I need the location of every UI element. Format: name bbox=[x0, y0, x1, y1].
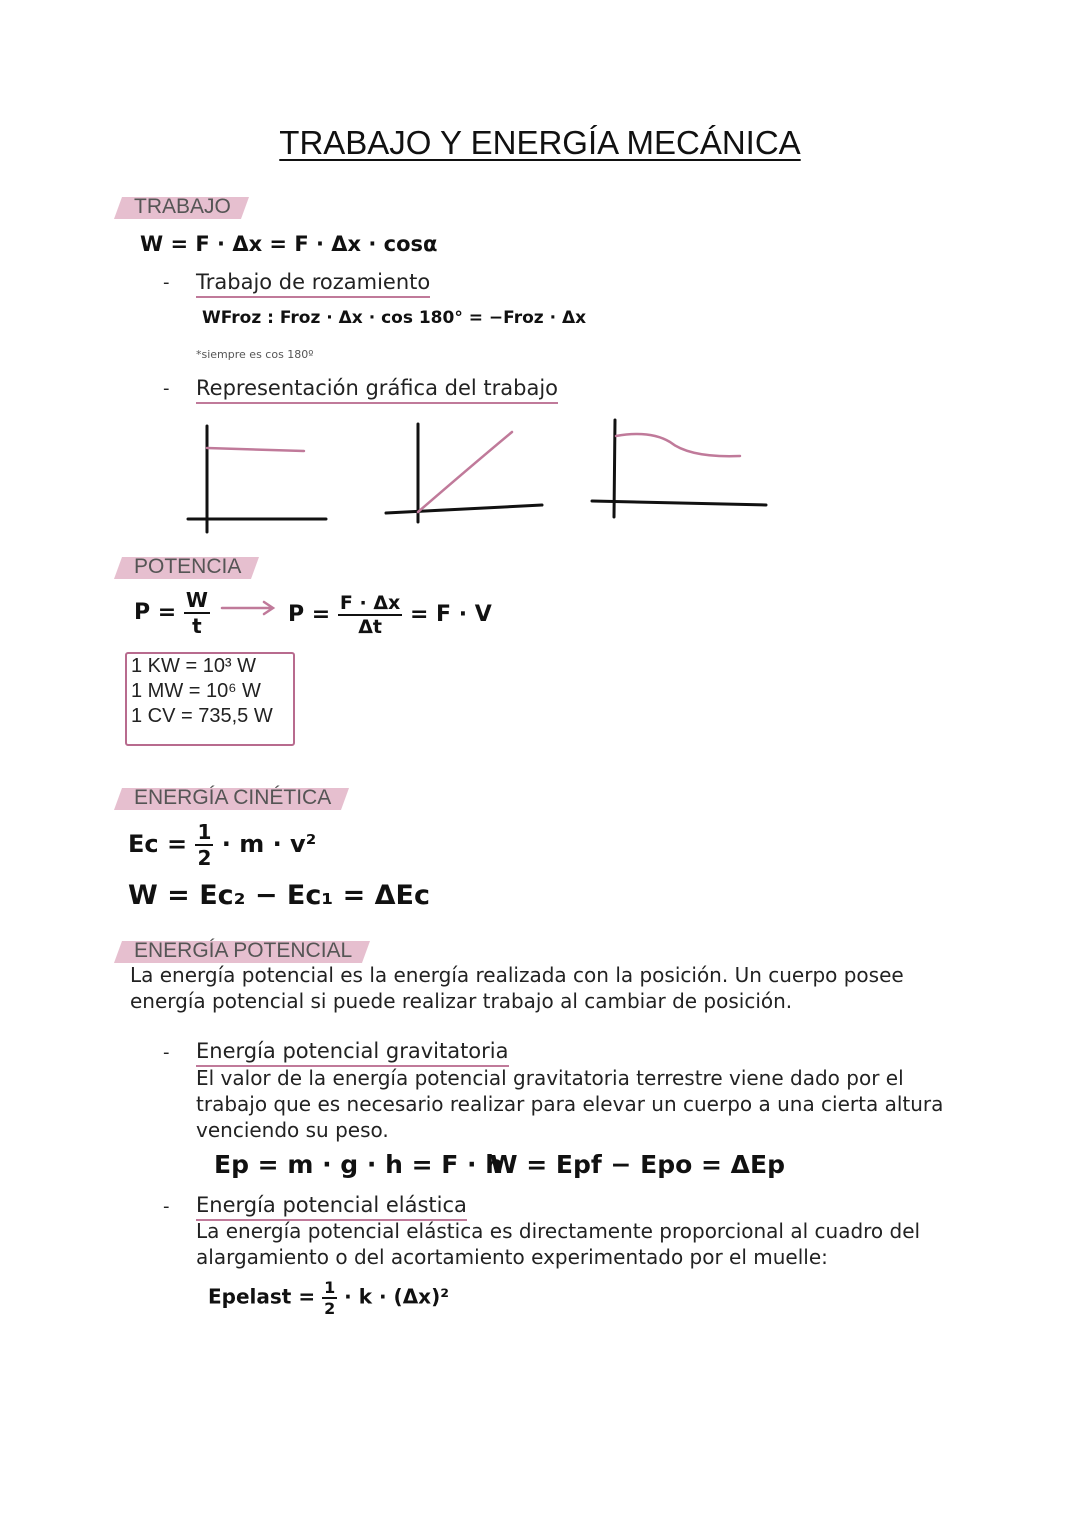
work-energy-theorem: W = Ec₂ − Ec₁ = ΔEc bbox=[128, 880, 430, 911]
section-heading-potencial: ENERGÍA POTENCIAL bbox=[124, 937, 366, 963]
subheading-gravitatoria: Energía potencial gravitatoria bbox=[196, 1039, 509, 1063]
graph-linear-force bbox=[386, 424, 542, 522]
arrow-icon bbox=[220, 598, 280, 618]
subheading-rozamiento: Trabajo de rozamiento bbox=[196, 270, 430, 294]
section-heading-trabajo: TRABAJO bbox=[124, 193, 245, 219]
unit-cv: 1 CV = 735,5 W bbox=[131, 705, 273, 727]
friction-note: *siempre es cos 180º bbox=[196, 348, 314, 361]
work-graphs bbox=[180, 412, 780, 542]
units-box bbox=[125, 652, 295, 746]
bullet-dash: - bbox=[163, 1196, 170, 1217]
gravitational-energy-formula: Ep = m · g · h = F · h bbox=[214, 1150, 504, 1179]
page-title: TRABAJO Y ENERGÍA MECÁNICA bbox=[279, 124, 801, 161]
graph-variable-force bbox=[592, 420, 766, 517]
bullet-dash: - bbox=[163, 272, 170, 293]
power-formula-expanded: P = $\frac{F \cdot \Delta x}{\Delta t}$ = F · V bbox=[288, 592, 492, 638]
bullet-dash: - bbox=[163, 378, 170, 399]
section-heading-cinetica: ENERGÍA CINÉTICA bbox=[124, 784, 345, 810]
power-formula: P = $\frac{W}{t}$ bbox=[134, 588, 208, 638]
graph-constant-force bbox=[188, 426, 326, 532]
kinetic-energy-formula: Ec = $\frac{1}{2}$ · m · v² bbox=[128, 820, 317, 870]
work-formula: W = F · Δx = F · Δx · cosα bbox=[140, 232, 438, 256]
potential-intro: La energía potencial es la energía realizada con la posición. Un cuerpo posee energía potencial si puede realizar trabajo al cambiar de posición. bbox=[130, 963, 904, 1013]
gravitational-work-formula: W = Epf − Epo = ΔEp bbox=[490, 1150, 785, 1179]
friction-work-formula: WFroz : Froz · Δx · cos 180° = −Froz · Δx bbox=[202, 308, 587, 328]
subheading-elastica: Energía potencial elástica bbox=[196, 1193, 467, 1217]
elastic-energy-formula: Epelast = $\frac{1}{2}$ · k · (Δx)² bbox=[208, 1278, 449, 1318]
subheading-grafica: Representación gráfica del trabajo bbox=[196, 376, 558, 400]
gravitational-text: El valor de la energía potencial gravitatoria terrestre viene dado por el trabajo que es necesario realizar para elevar un cuerpo a una cierta altura venciendo su peso. bbox=[196, 1066, 944, 1142]
unit-mw: 1 MW = 10⁶ W bbox=[131, 680, 261, 702]
section-heading-potencia: POTENCIA bbox=[124, 553, 255, 579]
elastic-text: La energía potencial elástica es directamente proporcional al cuadro del alargamiento o del acortamiento experimentado por el muelle: bbox=[196, 1219, 921, 1269]
bullet-dash: - bbox=[163, 1042, 170, 1063]
unit-kw: 1 KW = 10³ W bbox=[131, 655, 257, 677]
